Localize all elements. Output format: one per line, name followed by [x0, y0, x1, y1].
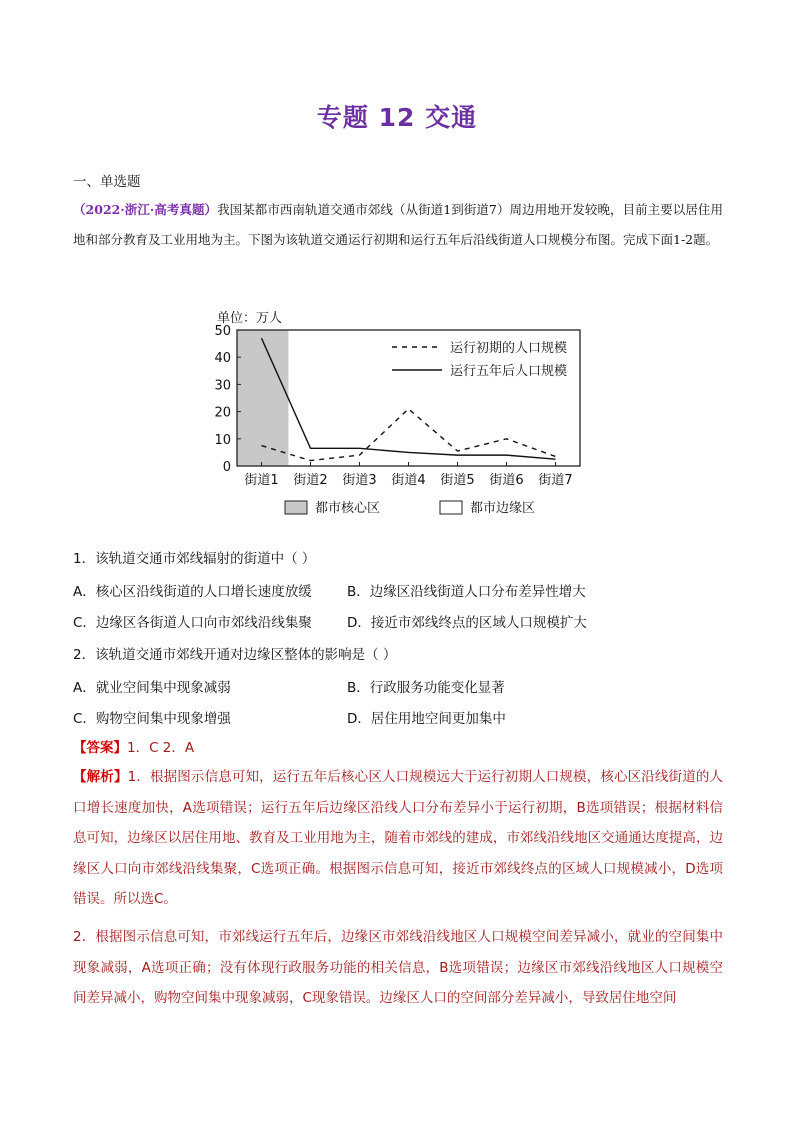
y-tick-label: 10	[214, 432, 231, 448]
answer-text: 1．C 2．A	[127, 740, 195, 756]
region-legend-swatch-2	[440, 501, 462, 514]
y-tick-label: 0	[222, 460, 231, 475]
unit-label: 单位：万人	[217, 311, 283, 326]
section-heading: 一、单选题	[73, 174, 141, 190]
question-intro	[73, 195, 723, 255]
x-tick-label: 街道3	[342, 473, 377, 488]
x-tick-label: 街道1	[244, 473, 279, 488]
question-1-option-d: D．接近市郊线终点的区域人口规模扩大	[347, 615, 587, 631]
answer-tag: 【答案】	[73, 740, 127, 756]
x-tick-label: 街道2	[293, 473, 328, 488]
question-2-stem: 2．该轨道交通市郊线开通对边缘区整体的影响是（ ）	[73, 647, 397, 663]
page-title: 专题 12 交通	[316, 103, 478, 132]
series-line-2	[262, 338, 556, 459]
y-tick-label: 30	[214, 378, 231, 394]
answer-line	[73, 736, 194, 756]
intro-text: 我国某都市西南轨道交通市郊线（从街道1到街道7）周边用地开发较晚，目前主要以居住用地和部分教育及工业用地为主。下图为该轨道交通运行初期和运行五年后沿线街道人口规模分布图。完成下面1-2题。	[73, 202, 723, 247]
analysis-paragraph-1	[73, 762, 723, 915]
question-2-option-a: A．就业空间集中现象减弱	[73, 680, 231, 696]
analysis-paragraph-2	[73, 922, 723, 1014]
question-2-option-c: C．购物空间集中现象增强	[73, 711, 231, 727]
question-2-option-b: B．行政服务功能变化显著	[347, 680, 505, 696]
question-2-option-d: D．居住用地空间更加集中	[347, 711, 506, 727]
question-1-option-b: B．边缘区沿线街道人口分布差异性增大	[347, 584, 586, 600]
region-legend-label-1: 都市核心区	[315, 501, 381, 516]
source-tag: （2022·浙江·高考真题）	[73, 202, 218, 217]
region-legend-label-2: 都市边缘区	[470, 501, 536, 516]
y-tick-label: 40	[214, 351, 231, 367]
y-tick-label: 50	[214, 324, 231, 339]
population-chart	[195, 305, 595, 520]
legend-label-series-2: 运行五年后人口规模	[450, 364, 568, 379]
legend-label-series-1: 运行初期的人口规模	[450, 341, 568, 356]
analysis-text-1: 1．根据图示信息可知，运行五年后核心区人口规模远大于运行初期人口规模，核心区沿线街道的人口增长速度加快，A选项错误；运行五年后边缘区沿线人口分布差异小于运行初期，B选项错误；根据材料信息可知，边缘区以居住用地、教育及工业用地为主，随着市郊线的建成，市郊线沿线地区交通通达度提高，边缘区人口向市郊线沿线集聚，C选项正确。根据图示信息可知，接近市郊线终点的区域人口规模减小，D选项错误。所以选C。	[73, 769, 724, 907]
chart-svg	[195, 305, 595, 520]
region-legend-swatch-1	[285, 501, 307, 514]
x-tick-label: 街道5	[440, 473, 475, 488]
x-tick-label: 街道4	[391, 473, 426, 488]
analysis-text-2: 2．根据图示信息可知，市郊线运行五年后，边缘区市郊线沿线地区人口规模空间差异减小，就业的空间集中现象减弱，A选项正确；没有体现行政服务功能的相关信息，B选项错误；边缘区市郊线沿线地区人口规模空间差异减小，购物空间集中现象减弱，C现象错误。边缘区人口的空间部分差异减小，导致居住地空间	[73, 929, 723, 1006]
x-tick-label: 街道7	[538, 473, 573, 488]
question-1-option-a: A．核心区沿线街道的人口增长速度放缓	[73, 584, 312, 600]
analysis-tag: 【解析】	[73, 769, 128, 785]
y-tick-label: 20	[214, 405, 231, 421]
question-1-stem: 1．该轨道交通市郊线辐射的街道中（ ）	[73, 551, 316, 567]
question-1-option-c: C．边缘区各街道人口向市郊线沿线集聚	[73, 615, 312, 631]
x-tick-label: 街道6	[489, 473, 524, 488]
